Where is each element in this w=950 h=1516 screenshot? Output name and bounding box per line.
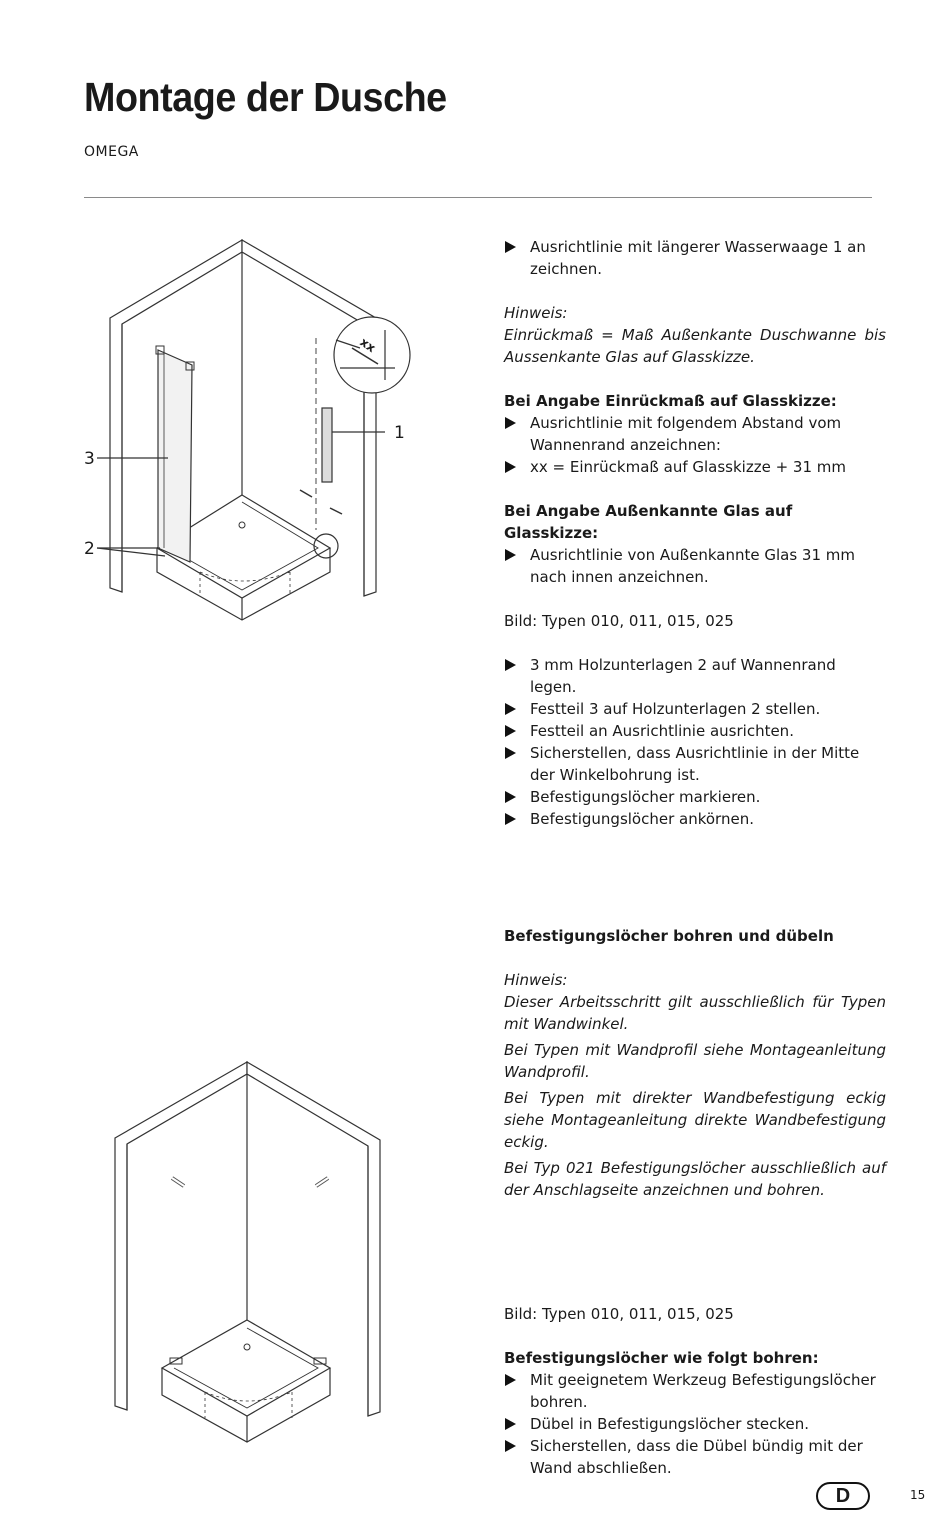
callout-3: 3	[84, 449, 95, 469]
note-line: Dieser Arbeitsschritt gilt ausschließlich für Typen mit Wandwinkel.	[504, 993, 886, 1033]
list-item: Festteil 3 auf Holzunterlagen 2 stellen.	[504, 698, 886, 720]
note-line: Bei Typen mit Wandprofil siehe Montageanleitung Wandprofil.	[504, 1041, 886, 1081]
header-divider	[84, 197, 872, 198]
note-title: Hinweis:	[504, 971, 568, 989]
note-line: Bei Typen mit direkter Wandbefestigung eckig siehe Montageanleitung direkte Wandbefestigung eckig.	[504, 1089, 886, 1151]
language-badge: D	[816, 1482, 870, 1510]
note-line: Bei Typ 021 Befestigungslöcher ausschließlich auf der Anschlagseite anzeichnen und bohren.	[504, 1159, 886, 1199]
figure-caption: Bild: Typen 010, 011, 015, 025	[504, 1305, 734, 1323]
note-title: Hinweis:	[504, 304, 568, 322]
drill-heading: Befestigungslöcher wie folgt bohren:	[504, 1349, 819, 1367]
section-1-text	[504, 236, 886, 830]
callout-1: 1	[394, 423, 405, 443]
figure-alignment-line	[80, 230, 420, 630]
list-item: Sicherstellen, dass die Dübel bündig mit der Wand abschließen.	[504, 1435, 886, 1479]
list-item: Mit geeignetem Werkzeug Befestigungslöcher bohren.	[504, 1369, 886, 1413]
product-name: OMEGA	[84, 144, 139, 160]
figure-drill-holes	[105, 1055, 395, 1455]
list-item: xx = Einrückmaß auf Glasskizze + 31 mm	[504, 456, 886, 478]
step-list-c	[504, 654, 886, 830]
section-2-text	[504, 925, 886, 1201]
list-item: Festteil an Ausrichtlinie ausrichten.	[504, 720, 886, 742]
figure-drill-holes-drawing	[105, 1055, 395, 1455]
list-item: Ausrichtlinie von Außenkannte Glas 31 mm nach innen anzeichnen.	[504, 544, 886, 588]
figure-alignment-line-drawing	[80, 230, 420, 630]
callout-2: 2	[84, 539, 95, 559]
list-item: Befestigungslöcher markieren.	[504, 786, 886, 808]
note-text: Einrückmaß = Maß Außenkante Duschwanne bis Aussenkante Glas auf Glasskizze.	[504, 326, 886, 366]
heading-glass-edge: Bei Angabe Außenkannte Glas auf Glasskizze:	[504, 502, 793, 542]
heading-indent-dimension: Bei Angabe Einrückmaß auf Glasskizze:	[504, 392, 837, 410]
step-list-b	[504, 544, 886, 588]
section-heading: Befestigungslöcher bohren und dübeln	[504, 927, 834, 945]
dimension-label: xx	[357, 334, 379, 356]
list-item: 3 mm Holzunterlagen 2 auf Wannenrand legen.	[504, 654, 886, 698]
page-number: 15	[910, 1488, 926, 1502]
list-item: Dübel in Befestigungslöcher stecken.	[504, 1413, 886, 1435]
list-item: Sicherstellen, dass Ausrichtlinie in der Mitte der Winkelbohrung ist.	[504, 742, 886, 786]
figure-caption: Bild: Typen 010, 011, 015, 025	[504, 612, 734, 630]
drill-step-list	[504, 1369, 886, 1479]
list-item: Ausrichtlinie mit folgendem Abstand vom Wannenrand anzeichnen:	[504, 412, 886, 456]
list-item: Ausrichtlinie mit längerer Wasserwaage 1 an zeichnen.	[504, 236, 886, 280]
step-list-a	[504, 412, 886, 478]
list-item: Befestigungslöcher ankörnen.	[504, 808, 886, 830]
section-2-steps	[504, 1303, 886, 1479]
step-list-0	[504, 236, 886, 280]
page-title: Montage der Dusche	[84, 74, 447, 120]
